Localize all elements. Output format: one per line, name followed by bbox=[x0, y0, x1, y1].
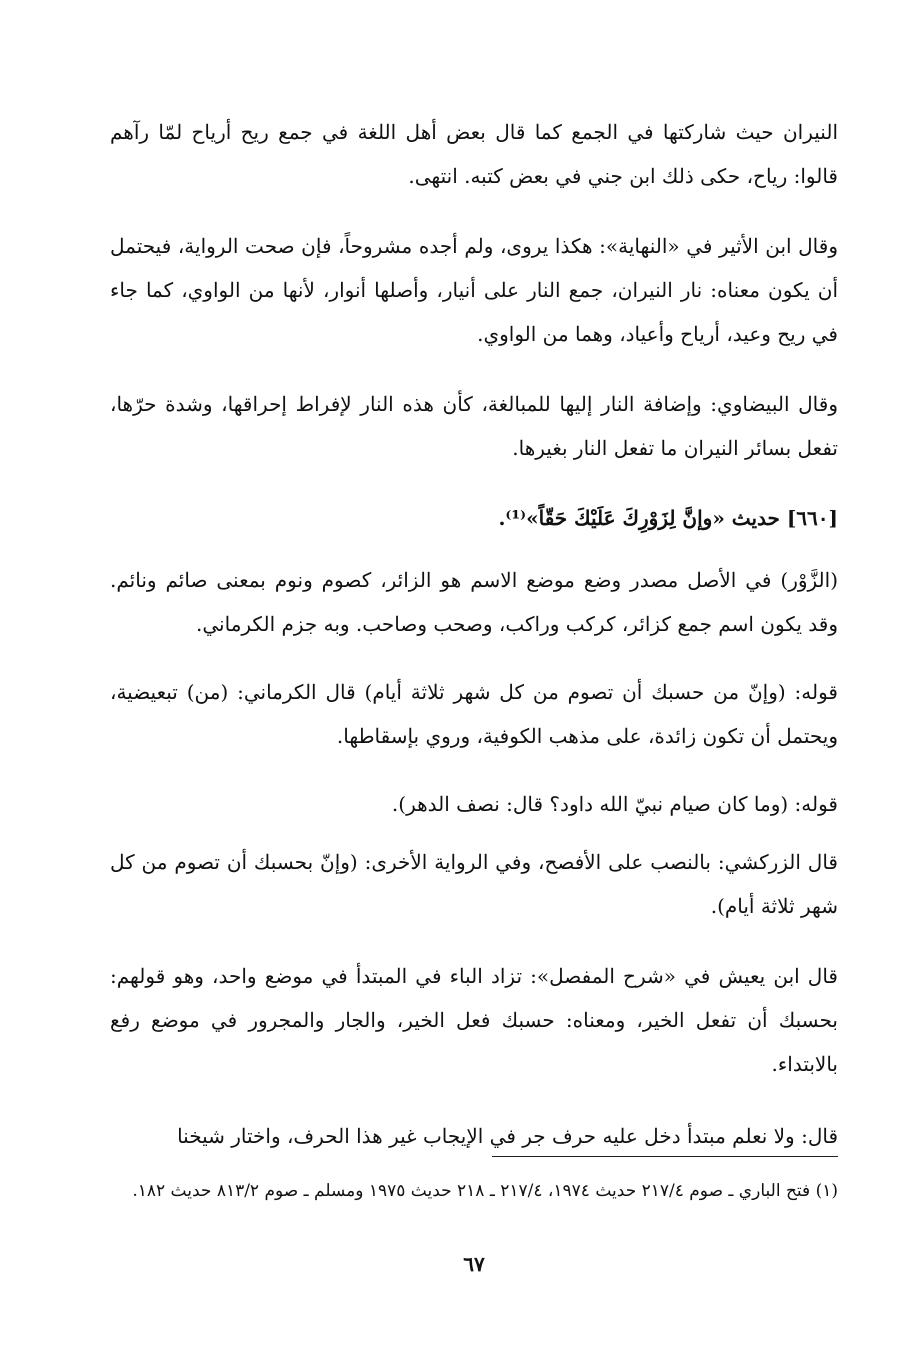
hadith-heading: [٦٦٠] حديث «وإنَّ لِزَوْرِكَ عَلَيْكَ حَقّاً»⁽¹⁾. bbox=[498, 506, 838, 530]
paragraph-1: النيران حيث شاركتها في الجمع كما قال بعض أهل اللغة في جمع ريح أرياح لمّا رآهم قالوا: رياح، حكى ذلك ابن جني في بعض كتبه. انتهى. bbox=[110, 120, 838, 188]
paragraph-10: قال: ولا نعلم مبتدأ دخل عليه حرف جر في الإيجاب غير هذا الحرف، واختار شيخنا bbox=[177, 1124, 838, 1148]
paragraph-3: وقال البيضاوي: وإضافة النار إليها للمبالغة، كأن هذه النار لإفراط إحراقها، وشدة حرّها، تفعل بسائر النيران ما تفعل النار بغيرها. bbox=[110, 392, 838, 460]
paragraph-9: قال ابن يعيش في «شرح المفصل»: تزاد الباء في المبتدأ في موضع واحد، وهو قولهم: بحسبك أن تفعل الخير، ومعناه: حسبك فعل الخير، والجار والمجرور في موضع رفع بالابتداء. bbox=[110, 964, 838, 1076]
paragraph-7: قوله: (وما كان صيام نبيّ الله داود؟ قال: نصف الدهر). bbox=[391, 792, 838, 816]
paragraph-5: (الزَّوْر) في الأصل مصدر وضع موضع الاسم هو الزائر، كصوم ونوم بمعنى صائم ونائم. وقد يكون اسم جمع كزائر، كركب وراكب، وصحب وصاحب. وبه جزم الكرماني. bbox=[110, 568, 838, 636]
page-number: ٦٧ bbox=[463, 1252, 485, 1276]
paragraph-8: قال الزركشي: بالنصب على الأفصح، وفي الرواية الأخرى: (وإنّ بحسبك أن تصوم من كل شهر ثلاثة أيام). bbox=[110, 850, 838, 918]
footnote: (١) فتح الباري ـ صوم ٢١٧/٤ حديث ١٩٧٤، ٢١٧/٤ ـ ٢١٨ حديث ١٩٧٥ ومسلم ـ صوم ٨١٣/٢ حديث ١٨٢. bbox=[132, 1181, 838, 1201]
footnote-divider bbox=[492, 1156, 838, 1157]
paragraph-2: وقال ابن الأثير في «النهاية»: هكذا يروى، ولم أجده مشروحاً، فإن صحت الرواية، فيحتمل أن يكون معناه: نار النيران، جمع النار على أنيار، وأصلها أنوار، لأنها من الواوي، كما جاء في ريح وعيد، أرياح وأعياد، وهما من الواوي. bbox=[110, 234, 838, 346]
paragraph-6: قوله: (وإنّ من حسبك أن تصوم من كل شهر ثلاثة أيام) قال الكرماني: (من) تبعيضية، ويحتمل أن تكون زائدة، على مذهب الكوفية، وروي بإسقاطها. bbox=[110, 680, 838, 748]
